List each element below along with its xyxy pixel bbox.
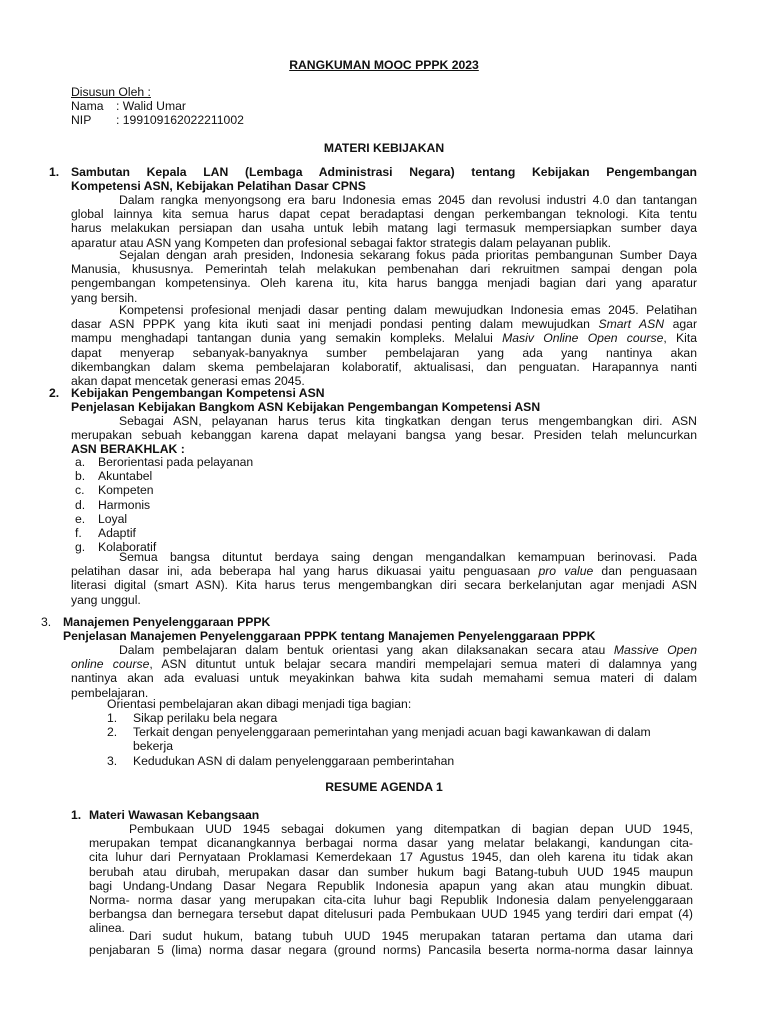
list-item-continuation	[107, 739, 697, 753]
list-item	[107, 711, 697, 725]
s2-p2-l2-italic: pro value	[538, 564, 594, 579]
resume-1-title: Materi Wawasan Kebangsaan	[89, 808, 260, 822]
list-number: 1.	[107, 711, 118, 725]
list-text: Kompeten	[98, 483, 154, 498]
section-1-title-line-2: Kompetensi ASN, Kebijakan Pelatihan Dasar CPNS	[71, 179, 366, 193]
list-letter: f.	[75, 526, 82, 541]
s1-p2-line: yang bersih.	[71, 290, 138, 305]
s1-p2-line: Sejalan dengan arah presiden, Indonesia sekarang fokus pada prioritas pembangunan Sumber Daya	[119, 248, 697, 262]
section-1-paragraph-2	[71, 248, 697, 305]
s1-p2-line: pengembangan kompetensinya. Oleh karena itu, kita harus bangga menjadi bagian dari yang aparatur	[71, 276, 697, 291]
berakhlak-list	[75, 455, 253, 554]
section-1-paragraph-1	[71, 193, 697, 250]
s3-p1-l1-a: Dalam pembelajaran dalam bentuk orientasi yang akan dilaksanakan secara atau	[119, 643, 614, 657]
s2-p1-line: merupakan sebuah kebanggan karena dapat melayani bangsa yang besar. Presiden telah meluncurkan	[71, 428, 697, 443]
orientasi-list	[107, 711, 697, 768]
r1-line: Norma- norma dasar yang merupakan cita-cita luhur bagi Republik Indonesia dalam penyelenggaraan	[89, 893, 693, 908]
s2-p1-line: Sebagai ASN, pelayanan harus terus kita tingkatkan dengan terus mengembangkan diri. ASN	[119, 414, 697, 428]
r1-line: alinea.	[89, 921, 125, 936]
list-text: Harmonis	[98, 497, 151, 512]
list-item	[75, 512, 253, 526]
s2-p2-line: yang unggul.	[71, 592, 141, 607]
r1-line: Pembukaan UUD 1945 sebagai dokumen yang ditempatkan di bagian depan UUD 1945,	[129, 822, 693, 836]
author-label: Disusun Oleh :	[71, 85, 151, 99]
resume-1-number: 1.	[71, 808, 82, 822]
s3-p1-line: pembelajaran.	[71, 685, 149, 700]
s1-p3-l2-b: agar	[664, 317, 698, 332]
heading-materi-kebijakan: MATERI KEBIJAKAN	[323, 141, 445, 155]
author-nip-key: NIP	[71, 113, 92, 127]
s3-p1-line	[71, 657, 697, 671]
list-text: Berorientasi pada pelayanan	[98, 455, 254, 469]
section-3-paragraph-1	[71, 643, 697, 700]
s2-p2-l2-b: dan penguasaan	[593, 564, 697, 579]
s1-p3-line: dikembangkan dalam skema pembelajaran kolaboratif, aktualisasi, dan penguatan. Harapannya nanti	[71, 359, 697, 374]
list-letter: a.	[75, 455, 86, 469]
list-item	[107, 754, 697, 768]
s1-p3-line: dapat menyerap sebanyak-banyaknya sumber pembelajaran yang ada yang nantinya akan	[71, 345, 697, 360]
list-text: Akuntabel	[98, 469, 153, 484]
section-2-number: 2.	[49, 386, 60, 400]
list-text: Kolaboratif	[98, 540, 157, 555]
list-item	[75, 498, 253, 512]
s3-p1-l2-b: , ASN dituntut untuk belajar secara mandiri mempelajari semua materi di dalamnya yang	[149, 657, 697, 672]
section-2-subtitle: Penjelasan Kebijakan Bangkom ASN Kebijakan Pengembangan Kompetensi ASN	[71, 400, 541, 414]
s2-p2-l2-a: pelatihan dasar ini, ada beberapa hal yang harus dikuasai yaitu penguasaan	[71, 564, 539, 579]
section-1-number: 1.	[49, 165, 60, 179]
section-1-title-line-1: Sambutan Kepala LAN (Lembaga Administrasi Negara) tentang Kebijakan Pengembangan	[71, 165, 697, 179]
s1-p2-line: Manusia, khususnya. Pemerintah telah melakukan pembenahan dari rekruitmen sampai dengan pola	[71, 262, 697, 277]
r1-line: cita luhur dari Pernyataan Proklamasi Kemerdekaan 17 Agustus 1945, dan oleh karena itu tidak akan	[89, 850, 693, 865]
r1-p2-line: penjabaran 5 (lima) norma dasar negara (ground norms) Pancasila beserta norma-norma dasar lainnya	[89, 943, 693, 958]
author-name-key: Nama	[71, 99, 104, 113]
section-3-number: 3.	[41, 615, 52, 629]
s3-p1-line: nantinya akan ada evaluasi untuk meyakinkan bahwa kita sudah memahami semua materi di dalam	[71, 671, 697, 686]
section-3-subtitle: Penjelasan Manajemen Penyelenggaraan PPPK tentang Manajemen Penyelenggaraan PPPK	[63, 629, 596, 643]
list-item	[75, 483, 253, 497]
author-name-value: : Walid Umar	[116, 99, 186, 113]
s3-p1-line	[71, 643, 697, 657]
s1-p3-l3-b: , Kita	[663, 331, 698, 346]
s1-p1-line: harus melakukan persiapan dan usaha untuk lebih matang lagi termasuk mempersiapkan sumber daya	[71, 221, 697, 236]
list-text: Adaptif	[98, 526, 136, 541]
r1-line: berubah atau dirubah, merupakan dasar dan sumber hukum bagi Batang-tubuh UUD 1945 maupun	[89, 864, 693, 879]
list-text: bekerja	[133, 739, 173, 754]
s1-p1-line: Dalam rangka menyongsong era baru Indonesia emas 2045 dan revolusi industri 4.0 dan tantangan	[119, 193, 697, 207]
section-2-paragraph-2	[71, 550, 697, 607]
s1-p3-l3-italic: Masiv Online Open course	[502, 331, 664, 346]
section-1-paragraph-3	[71, 303, 697, 388]
list-text: Loyal	[98, 511, 128, 526]
list-letter: c.	[75, 483, 85, 498]
section-2-title: Kebijakan Pengembangan Kompetensi ASN	[71, 386, 325, 400]
document-title: RANGKUMAN MOOC PPPK 2023	[289, 58, 479, 72]
s1-p3-line: akan dapat mencetak generasi emas 2045.	[71, 374, 305, 389]
list-text: Kedudukan ASN di dalam penyelenggaraan pemberintahan	[133, 753, 455, 768]
list-text: Terkait dengan penyelenggaraan pemerintahan yang menjadi acuan bagi kawankawan di dalam	[133, 725, 651, 740]
list-text: Sikap perilaku bela negara	[133, 711, 278, 725]
s1-p3-l2-a: dasar ASN PPPK yang kita ikuti saat ini menjadi pondasi penting dalam mewujudkan	[71, 317, 599, 332]
list-letter: e.	[75, 511, 86, 526]
list-letter: g.	[75, 540, 86, 555]
r1-line: berbangsa dan bernegara tersebut dapat ditelusuri pada Pembukaan UUD 1945 yang terdiri dari empat (4)	[89, 907, 693, 922]
list-number: 2.	[107, 725, 118, 740]
s1-p1-line: global lainnya kita semua harus dapat cepat beradaptasi dengan perkembangan teknologi. Kita tentu	[71, 207, 697, 222]
s2-p2-line: literasi digital (smart ASN). Kita harus terus mengembangkan diri secara berkelanjutan agar menjadi ASN	[71, 578, 697, 593]
r1-line: merupakan tempat dicanangkannya berbagai norma dasar yang melatar belakangi, kandungan cita-	[89, 836, 693, 851]
list-item	[75, 469, 253, 483]
orientasi-intro: Orientasi pembelajaran akan dibagi menjadi tiga bagian:	[107, 697, 412, 711]
r1-p2-line: Dari sudut hukum, batang tubuh UUD 1945 merupakan tataran pertama dan utama dari	[129, 929, 693, 943]
heading-resume-agenda: RESUME AGENDA 1	[325, 780, 443, 794]
s1-p3-line: Kompetensi profesional menjadi dasar penting dalam mewujudkan Indonesia emas 2045. Pelatihan	[119, 303, 697, 317]
author-nip-value: : 199109162022211002	[116, 113, 244, 127]
resume-1-paragraph-2	[89, 929, 693, 957]
s2-p2-line: Semua bangsa dituntut berdaya saing dengan mengandalkan kemampuan berinovasi. Pada	[119, 550, 697, 564]
section-3-title: Manajemen Penyelenggaraan PPPK	[63, 615, 271, 629]
r1-line: bagi Undang-Undang Dasar Negara Republik Indonesia apapun yang akan atau mungkin dibuat.	[89, 878, 693, 893]
s2-p2-line	[71, 564, 697, 578]
s1-p3-line	[71, 317, 697, 331]
section-2-paragraph-1	[71, 414, 697, 457]
list-item	[75, 526, 253, 540]
list-number: 3.	[107, 753, 118, 768]
resume-1-paragraph-1	[89, 822, 693, 936]
list-letter: d.	[75, 497, 86, 512]
list-item	[75, 455, 253, 469]
s1-p3-l2-italic: Smart ASN	[598, 317, 665, 332]
s3-p1-l2-italic: online course	[71, 657, 150, 672]
list-letter: b.	[75, 469, 86, 484]
s3-p1-l1-italic: Massive Open	[613, 643, 697, 657]
s1-p3-l3-a: mampu menghadapi tantangan dunia yang semakin kompleks. Melalui	[71, 331, 503, 346]
list-item	[107, 725, 697, 739]
s1-p1-line: aparatur atau ASN yang Kompeten dan profesional sebagai faktor strategis dalam pelayanan publik.	[71, 235, 611, 250]
s1-p3-line	[71, 331, 697, 345]
asn-berakhlak-label: ASN BERAKHLAK :	[71, 442, 185, 457]
